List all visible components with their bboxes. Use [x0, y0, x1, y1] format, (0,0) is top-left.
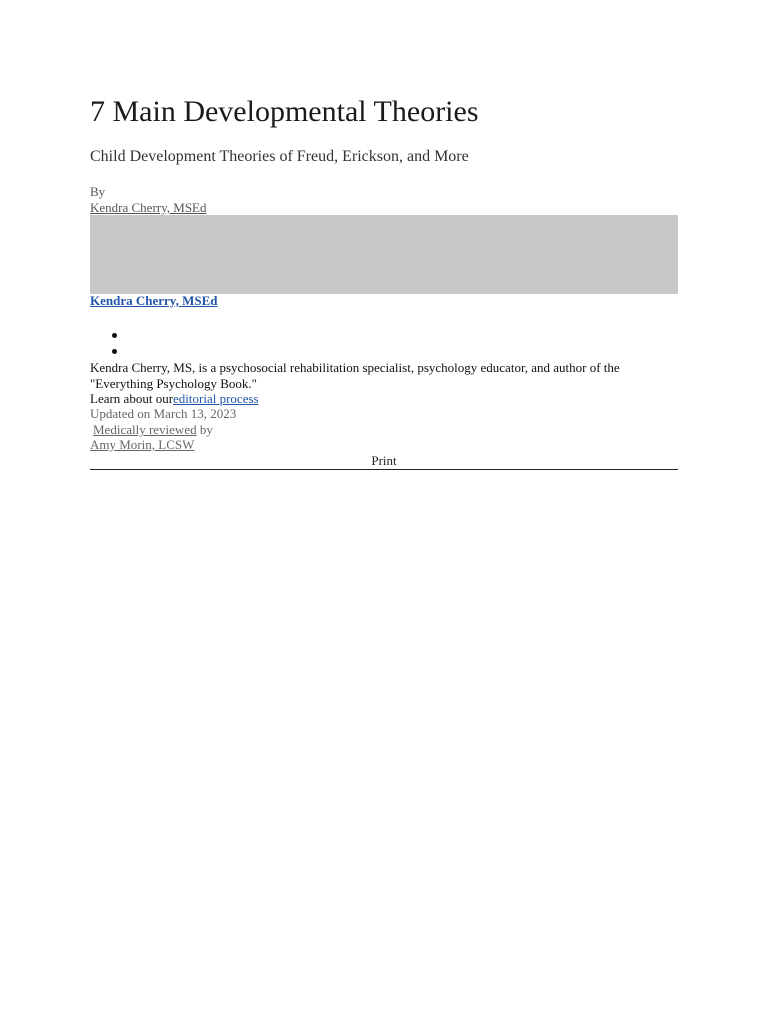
author-image-placeholder — [90, 215, 678, 294]
medically-reviewed-link[interactable]: Medically reviewed — [93, 422, 197, 437]
reviewed-by-text: by — [196, 422, 213, 437]
editorial-note — [90, 391, 259, 407]
page-title: 7 Main Developmental Theories — [90, 95, 479, 128]
bullet-icon — [112, 333, 117, 338]
author-name-link[interactable]: Kendra Cherry, MSEd — [90, 293, 218, 308]
reviewer-link[interactable]: Amy Morin, LCSW — [90, 437, 195, 452]
editorial-prefix: Learn about our — [90, 391, 174, 406]
author-bio: Kendra Cherry, MS, is a psychosocial rehabilitation specialist, psychology educator, and author of the "Everything Psychology Book." — [90, 360, 620, 391]
medical-review-line — [90, 422, 213, 438]
author-byline-link[interactable]: Kendra Cherry, MSEd — [90, 200, 207, 215]
editorial-process-link[interactable]: editorial process — [173, 391, 259, 406]
print-button[interactable]: Print — [371, 453, 397, 468]
updated-date: Updated on March 13, 2023 — [90, 406, 237, 421]
header-divider — [90, 469, 678, 470]
bullet-icon — [112, 349, 117, 354]
social-list-item[interactable] — [90, 328, 130, 344]
page-subtitle: Child Development Theories of Freud, Erickson, and More — [90, 148, 469, 165]
byline-label: By — [90, 184, 106, 199]
social-list-item[interactable] — [90, 344, 130, 360]
author-social-list — [90, 328, 130, 360]
